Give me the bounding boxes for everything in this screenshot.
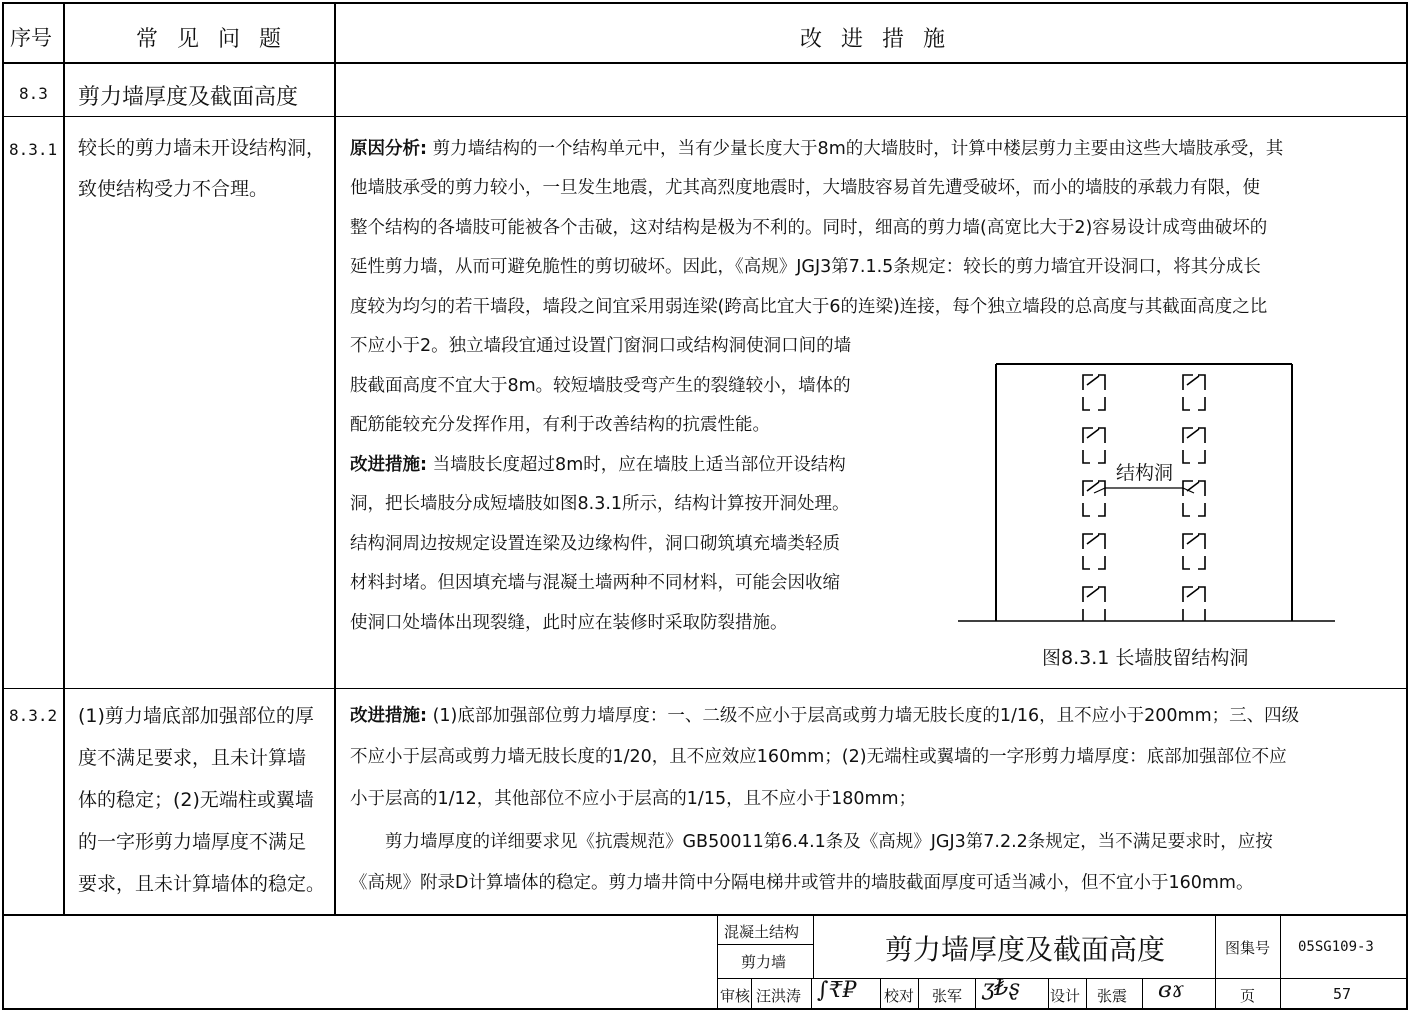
designer-name: 张震 bbox=[1097, 987, 1128, 1005]
analysis-line: 整个结构的各墙肢可能被各个击破，这对结构是极为不利的。同时，细高的剪力墙(高宽比大于2)容易设计成弯曲破坏的 bbox=[350, 218, 1268, 238]
measure-line: 洞，把长墙肢分成短墙肢如图8.3.1所示，结构计算按开洞处理。 bbox=[350, 494, 850, 514]
measure-line: 《高规》附录D计算墙体的稳定。剪力墙井筒中分隔电梯井或管井的墙肢截面厚度可适当减小，但不宜小于160mm。 bbox=[350, 873, 1254, 893]
measure-line bbox=[350, 446, 846, 486]
titleblock-line bbox=[1086, 978, 1087, 1008]
border-right bbox=[1406, 2, 1408, 1010]
leader-line bbox=[1094, 488, 1105, 493]
page-number: 57 bbox=[1333, 985, 1352, 1003]
analysis-line: 配筋能较充分发挥作用，有利于改善结构的抗震性能。 bbox=[350, 415, 770, 435]
titleblock-line bbox=[880, 978, 881, 1008]
grid-line bbox=[2, 914, 1408, 916]
column-header-measure: 改 进 措 施 bbox=[800, 27, 951, 52]
analysis-line: 肢截面高度不宜大于8m。较短墙肢受弯产生的裂缝较小，墙体的 bbox=[350, 376, 851, 396]
titleblock-line bbox=[1048, 978, 1049, 1008]
atlas-label: 图集号 bbox=[1225, 939, 1271, 957]
problem-line: 度不满足要求，且未计算墙 bbox=[78, 747, 307, 769]
measure-label: 改进措施: bbox=[350, 455, 427, 475]
titleblock-line bbox=[918, 978, 919, 1008]
measure-line: 使洞口处墙体出现裂缝，此时应在装修时采取防裂措施。 bbox=[350, 613, 788, 633]
section-number: 8.3 bbox=[19, 84, 48, 103]
measure-label: 改进措施: bbox=[350, 706, 427, 726]
item-number: 8.3.1 bbox=[9, 140, 58, 159]
titleblock-line bbox=[717, 914, 718, 1008]
titleblock-line bbox=[813, 914, 814, 978]
leader-line bbox=[1183, 488, 1194, 493]
figure-caption: 图8.3.1 长墙肢留结构洞 bbox=[1042, 647, 1249, 669]
measure-text: (1)底部加强部位剪力墙厚度：一、二级不应小于层高或剪力墙无肢长度的1/16，且不应小于200mm；三、四级 bbox=[427, 706, 1300, 726]
measure-line: 小于层高的1/12，其他部位不应小于层高的1/15，且不应小于180mm； bbox=[350, 789, 917, 809]
titleblock-title: 剪力墙厚度及截面高度 bbox=[885, 933, 1166, 966]
measure-line bbox=[350, 697, 1299, 737]
checker-name: 张军 bbox=[932, 987, 963, 1005]
border-bottom bbox=[2, 1008, 1408, 1010]
long-wall-openings-figure bbox=[950, 355, 1340, 630]
analysis-line: 度较为均匀的若干墙段，墙段之间宜采用弱连梁(跨高比宜大于6的连梁)连接，每个独立墙段的总高度与其截面高度之比 bbox=[350, 297, 1268, 317]
titleblock-category: 混凝土结构 bbox=[724, 923, 800, 941]
measure-text: 当墙肢长度超过8m时，应在墙肢上适当部位开设结构 bbox=[427, 455, 846, 475]
titleblock-line bbox=[751, 978, 752, 1008]
reviewer-name: 汪洪涛 bbox=[756, 987, 802, 1005]
analysis-line: 不应小于2。独立墙段宜通过设置门窗洞口或结构洞使洞口间的墙 bbox=[350, 336, 852, 356]
problem-line: (1)剪力墙底部加强部位的厚 bbox=[78, 705, 314, 727]
reviewer-signature: ∫₹₽ bbox=[817, 978, 857, 1003]
border-top bbox=[2, 2, 1408, 4]
measure-line: 不应小于层高或剪力墙无肢长度的1/20，且不应效应160mm；(2)无端柱或翼墙的一字形剪力墙厚度：底部加强部位不应 bbox=[350, 747, 1287, 767]
titleblock-line bbox=[811, 978, 812, 1008]
problem-line: 的一字形剪力墙厚度不满足 bbox=[78, 831, 307, 853]
grid-line bbox=[2, 116, 1408, 117]
titleblock-line bbox=[1142, 978, 1143, 1008]
analysis-line: 他墙肢承受的剪力较小，一旦发生地震，尤其高烈度地震时，大墙肢容易首先遭受破坏，而小的墙肢的承载力有限，使 bbox=[350, 178, 1260, 198]
column-header-no: 序号 bbox=[10, 26, 52, 50]
titleblock-line bbox=[1280, 914, 1281, 1008]
atlas-number: 05SG109-3 bbox=[1298, 939, 1374, 955]
titleblock-subcategory: 剪力墙 bbox=[741, 953, 787, 971]
page-label: 页 bbox=[1240, 987, 1256, 1005]
analysis-line bbox=[350, 130, 1283, 170]
checker-signature: ʒ₺ȿ bbox=[982, 976, 1020, 1001]
column-header-problem: 常 见 问 题 bbox=[136, 27, 287, 52]
measure-line: 剪力墙厚度的详细要求见《抗震规范》GB50011第6.4.1条及《高规》JGJ3第7.2.2条规定，当不满足要求时，应按 bbox=[350, 832, 1273, 852]
problem-line: 体的稳定；(2)无端柱或翼墙 bbox=[78, 789, 314, 811]
measure-line: 材料封堵。但因填充墙与混凝土墙两种不同材料，可能会因收缩 bbox=[350, 573, 840, 593]
grid-line bbox=[334, 2, 336, 914]
problem-line: 较长的剪力墙未开设结构洞， bbox=[78, 137, 326, 159]
measure-line: 结构洞周边按规定设置连梁及边缘构件，洞口砌筑填充墙类轻质 bbox=[350, 534, 840, 554]
figure-label: 结构洞 bbox=[1114, 458, 1175, 485]
titleblock-line bbox=[717, 944, 813, 945]
grid-line bbox=[63, 2, 65, 914]
analysis-line: 延性剪力墙，从而可避免脆性的剪切破坏。因此，《高规》JGJ3第7.1.5条规定：较长的剪力墙宜开设洞口，将其分成长 bbox=[350, 257, 1261, 277]
analysis-text: 剪力墙结构的一个结构单元中，当有少量长度大于8m的大墙肢时，计算中楼层剪力主要由这些大墙肢承受，其 bbox=[427, 139, 1284, 159]
titleblock-line bbox=[1215, 914, 1216, 1008]
section-title: 剪力墙厚度及截面高度 bbox=[78, 85, 299, 110]
review-label: 审核 bbox=[720, 987, 751, 1005]
titleblock-line bbox=[975, 978, 976, 1008]
grid-line bbox=[2, 62, 1408, 64]
check-label: 校对 bbox=[884, 987, 915, 1005]
analysis-label: 原因分析: bbox=[350, 139, 427, 159]
structural-hole-marks bbox=[1083, 375, 1205, 621]
grid-line bbox=[2, 688, 1408, 689]
design-label: 设计 bbox=[1050, 987, 1081, 1005]
border-left bbox=[2, 2, 4, 1010]
problem-line: 要求，且未计算墙体的稳定。 bbox=[78, 873, 326, 895]
problem-line: 致使结构受力不合理。 bbox=[78, 178, 269, 200]
designer-signature: ɞɤ bbox=[1158, 978, 1184, 1003]
item-number: 8.3.2 bbox=[9, 706, 58, 725]
